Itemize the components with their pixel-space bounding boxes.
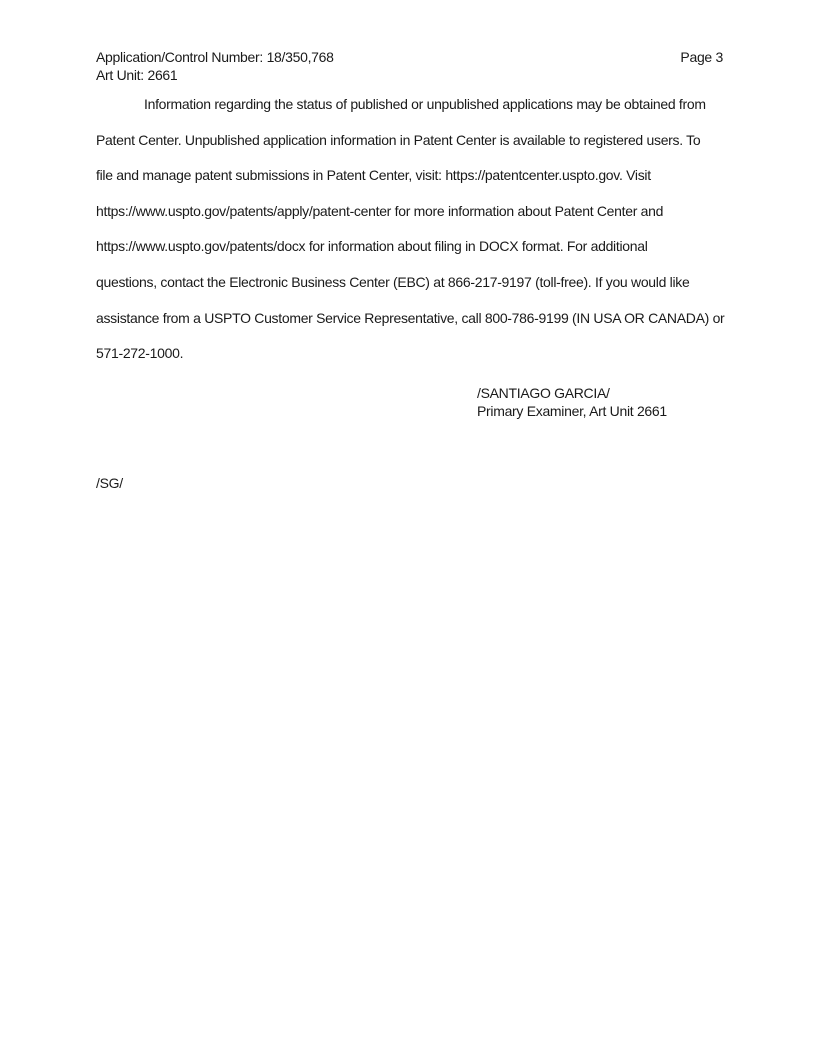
examiner-title: Primary Examiner, Art Unit 2661 [477,403,667,419]
body-line: 571-272-1000. [96,345,184,362]
body-line: Information regarding the status of published or unpublished applications may be obtained from [144,96,706,112]
examiner-initials: /SG/ [96,475,123,491]
application-control-number: Application/Control Number: 18/350,768 [96,49,334,65]
body-paragraph [96,96,736,381]
body-line: assistance from a USPTO Customer Service Representative, call 800-786-9199 (IN USA OR CANADA) or [96,309,725,326]
body-line: questions, contact the Electronic Business Center (EBC) at 866-217-9197 (toll-free). If you would like [96,273,690,290]
body-line: https://www.uspto.gov/patents/apply/patent-center for more information about Patent Center and [96,202,664,219]
page-number: Page 3 [680,49,723,65]
body-line: Patent Center. Unpublished application information in Patent Center is available to registered users. To [96,131,701,148]
examiner-signature-block [477,384,667,420]
art-unit: Art Unit: 2661 [96,66,178,83]
body-line: file and manage patent submissions in Patent Center, visit: https://patentcenter.uspto.gov. Visit [96,167,651,184]
body-line: https://www.uspto.gov/patents/docx for information about filing in DOCX format. For additional [96,238,648,255]
header-left-block [96,49,334,84]
page-header [96,49,723,84]
examiner-signature: /SANTIAGO GARCIA/ [477,385,610,401]
